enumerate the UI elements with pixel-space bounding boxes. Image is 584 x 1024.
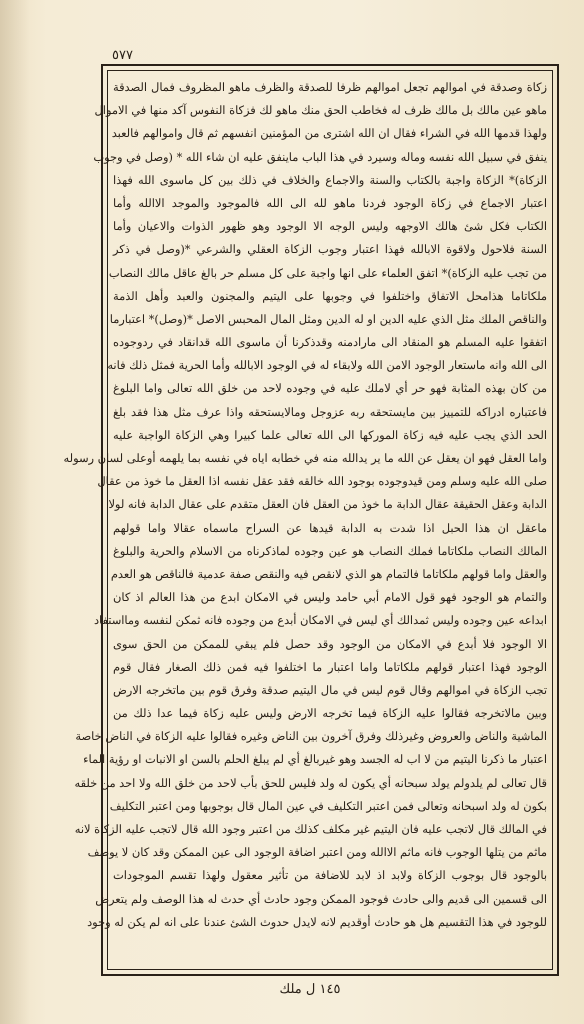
text-line: ماهو عين مالك بل مالك ظرف له فخاطب الحق منك ماهو لك فزكاة النفوس آكد منها في الاموال [94, 103, 547, 118]
text-line: الى قسمين الى قديم والى حادث فوجود الممكن وجود حادث أي حدث له هذا الوصف ولم يتعرض [95, 891, 547, 906]
text-line: السنة فلاحول ولاقوة الابالله فهذا اعتبار وجوب الزكاة العقلي والشرعي *(وصل في ذكر [113, 242, 547, 257]
text-line: الزكاة)* الزكاة واجبة بالكتاب والسنة والاجماع والخلاف في ذلك بين كل ماسوى الله فهذا [113, 172, 547, 187]
text-line: الى الله وانه ماستعار الوجود الامن الله ولابقاء له في الوجود الابالله وأما الحرية فمثل ذلك فانه [107, 358, 547, 373]
text-line: والناقص الملك مثل الذي عليه الدين او له الدين ومثل المال المحبس الاصل *(وصل)* اعتبارما [109, 311, 547, 326]
text-line: الوجود فهذا اعتبار قولهم ملكاتاما واما اعتبار ما اختلفوا فيه فمن ذلك الصغار فقال قوم [113, 659, 547, 674]
text-line: والتمام هو الوجود فهو قول الامام أبي حامد وليس في الامكان ابدع من هذا العالم اذ كان [113, 590, 547, 605]
text-line: الحد الذي يجب عليه فيه زكاة الموركها الى الله تعالى علما كبيرا وهي الزكاة الواجبة عليه [113, 427, 547, 442]
text-line: ينفق في سبيل الله نفسه وماله وسيرد في هذا الباب ماينفق عليه ان شاء الله * (وصل في وجوب [93, 149, 547, 164]
text-line: تجب الزكاة في اموالهم وقال قوم ليس في مال اليتيم صدقة وفرق قوم بين ماتخرجه الارض [113, 682, 547, 697]
text-line: بكون له ولد اسبحانه وتعالى فمن اعتبر التكليف في عين المال قال بوجوبها ومن اعتبر التكليف [109, 798, 547, 813]
main-text-block [63, 76, 547, 964]
text-line: ماعقل ان هذا الحبل اذا شدت به الدابة قيدها عن السراح ماسماه عقالا واما قولهم [113, 520, 547, 535]
text-line: في المالك قال لاتجب عليه فان اليتيم غير مكلف كذلك من اعتبر وجود الله قال لاتجب عليه الزكاة لانه [74, 822, 547, 836]
text-line: اعتبار الاجماع في زكاة الوجود فردنا ماهو لله الى الله فالموجود والموجد الاالله وأما [113, 195, 547, 210]
text-line: من تجب عليه الزكاة)* اتفق العلماء على انها واجبة على كل مسلم حر بالغ عاقل مالك النصاب [108, 265, 547, 280]
text-line: المالك النصاب ملكاتاما فملك النصاب هو عين وجوده لماذكرناه من الاسلام والحرية والبلوغ [113, 543, 547, 558]
text-line: وبين مالاتخرجه فقالوا عليه الزكاة فيما تخرجه الارض وليس عليه زكاة فيما عدا ذلك من [113, 706, 547, 721]
text-line: ابداعه عين وجوده وليس ثمدالك أي ليس في الامكان أبدع من وجوده فانه ثمكن لنفسه ومااستفاد [93, 613, 547, 628]
text-line: ماثم من يتلها الوجوب فانه ماثم الاالله ومن اعتبر اضافة الوجود الى عين الممكن وقد كان لا يوصف [87, 845, 547, 860]
text-line: ولهذا قدمها الله في الشراء فقال ان الله اشترى من المؤمنين انفسهم ثم قال واموالهم فالعبد [111, 126, 547, 141]
text-line: بالوجود قال بوجوب الزكاة ولابد اذ لابد للاضافة من تأثير معقول ولهذا تقسم الموجودات [113, 868, 547, 883]
binding-shadow [0, 0, 30, 1024]
text-line: صلى الله عليه وسلم ومن قيدوجوده بوجود الله خالقه فقد عقل نفسه اذا العقل ما خوذ من عقال [97, 474, 547, 489]
page-number: ٥٧٧ [112, 48, 133, 63]
text-line: للوجود في هذا التقسيم هل هو حادث أوقديم لانه لايدل حدوث الشئ عندنا على انه لم يكن له وجود [87, 914, 547, 929]
text-line: الماشية والناض والعروض وغيرذلك وفرق آخرون بين الناض وغيره فقالوا عليه الزكاة في الناض خاصة [75, 729, 547, 744]
text-line: فاعتباره ادراكه للتمييز بين مايستحقه ربه عزوجل ومالايستحقه واذا عرف مثل هذا فقد بلغ [113, 404, 547, 419]
text-line: الدابة وعقل الحقيقة عقال الدابة ما خوذ من العقل فان العقل متقدم على عقال الدابة فانه لولا [108, 497, 547, 512]
text-line: الكتاب فكل شئ هالك الاوجهه وليس الوجه الا الوجود وهو ظهور الذوات والاعيان وأما [113, 219, 547, 234]
text-line: اعتبار ما ذكرنا اليتيم من لا اب له الجسد وهو غيربالغ أي لم يبلغ الحلم بالسن او الانبات او رؤية الماء [83, 752, 547, 767]
text-line: من كان بهذه المثابة فهو حر أي لاملك عليه في وجوده لاحد من خلق الله تعالى واما البلوغ [113, 381, 547, 396]
text-line: والعقل واما قولهم ملكاتاما فالتمام هو الذي لانقص فيه والنقص صفة عدمية فالناقص هو العدم [110, 566, 547, 581]
text-line: اتفقوا عليه المسلم هو المنقاد الى مارادمنه وقدذكرنا أن ماسوى الله قدانقاد في ردوجوده [113, 335, 547, 350]
text-line: ملكاتاما هذامحل الاتفاق واختلفوا في وجوبها على اليتيم والمجنون والعبد وأهل الذمة [113, 288, 547, 303]
footer-signature: ١٤٥ ل ملك [279, 982, 341, 997]
text-line: واما العقل فهو ان يعقل عن الله ما ير يدالله منه في خطابه اياه في نفسه بما يلهمه أوعلى لسان رسوله [63, 451, 547, 465]
text-line: قال تعالى لم يلدولم يولد سبحانه أي يكون له ولد فليس للحق بأب لاحد من خلق الله ولا احد من خلقه [74, 775, 547, 790]
text-line: زكاة وصدقة في اموالهم تجعل اموالهم ظرفا للصدقة والظرف ماهو المظروف فمال الصدقة [113, 80, 547, 94]
text-line: الا الوجود فلا أبدع في الامكان من الوجود وقد حصل فلم يبقي للممكن من الحق سوى [113, 636, 547, 651]
